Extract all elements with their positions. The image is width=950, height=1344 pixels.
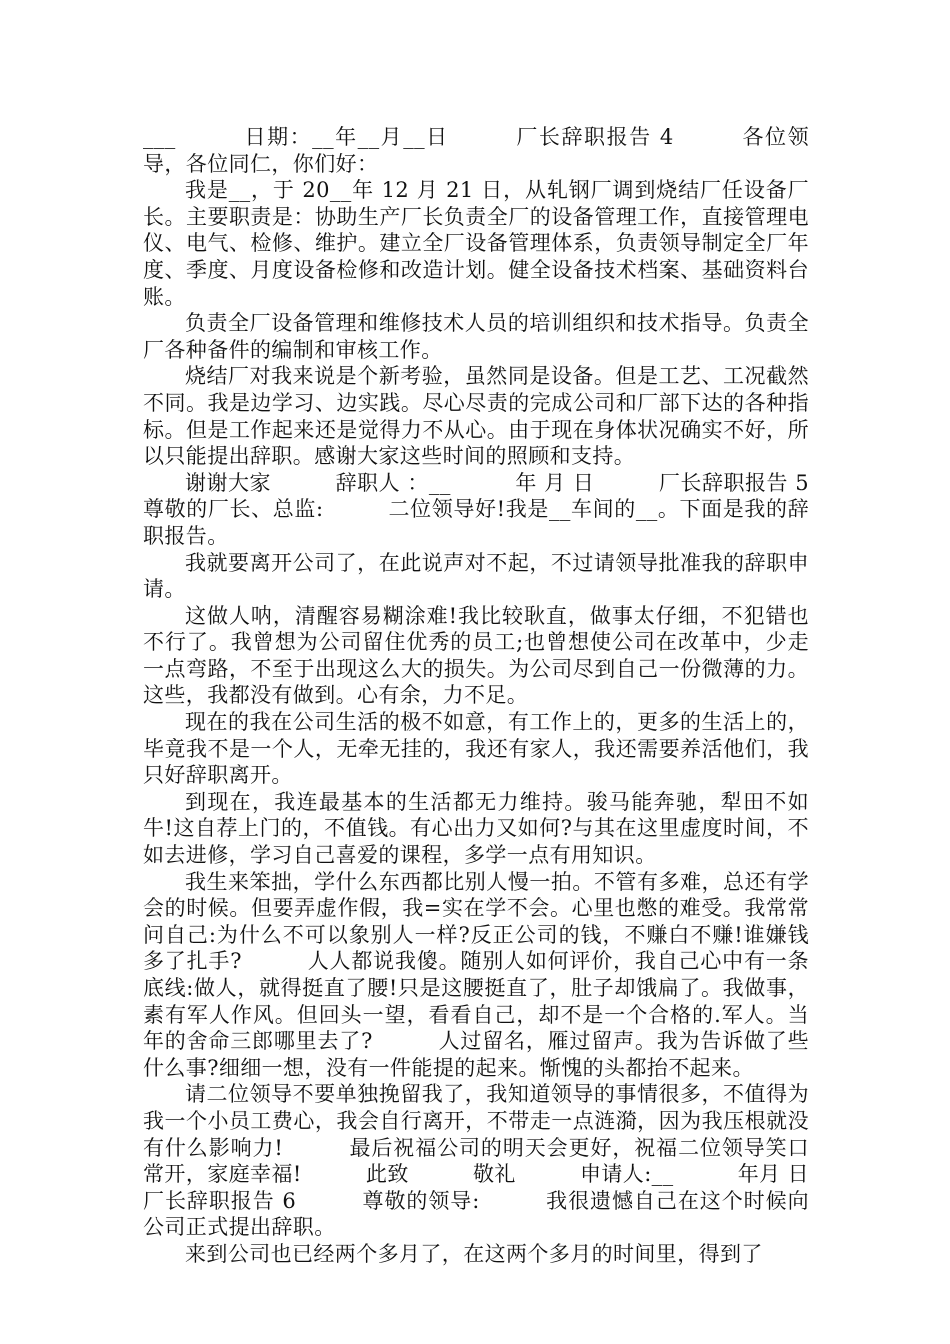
paragraph-request-report-6: 请二位领导不要单独挽留我了，我知道领导的事情很多，不值得为我一个小员工费心，我会自行离开，不带走一点涟漪，因为我压根就没有什么影响力! 最后祝福公司的明天会更好，祝福二位领导笑口常开，家庭幸福! 此致 敬礼 申请人:__ 年月 日 厂长辞职报告 6 尊敬的领导: 我很遗憾自己在这个时候向公司正式提出辞职。: [143, 1082, 874, 1240]
paragraph-training: 负责全厂设备管理和维修技术人员的培训组织和技术指导。负责全厂各种备件的编制和审核工作。: [143, 311, 809, 362]
paragraph-honest: 这做人呐，清醒容易糊涂难!我比较耿直，做事太仔细，不犯错也不行了。我曾想为公司留住优秀的员工;也曾想使公司在改革中，少走一点弯路，不至于出现这么大的损失。为公司尽到自己一份微薄的力。这些，我都没有做到。心有余，力不足。: [143, 603, 809, 708]
paragraph-duties: 我是__，于 20__年 12 月 21 日，从轧钢厂调到烧结厂任设备厂长。主要职责是：协助生产厂长负责全厂的设备管理工作，直接管理电仪、电气、检修、维护。建立全厂设备管理体系，负责领导制定全厂年度、季度、月度设备检修和改造计划。健全设备技术档案、基础资料台账。: [143, 178, 809, 309]
paragraph-leaving: 我就要离开公司了，在此说声对不起，不过请领导批准我的辞职申请。: [143, 550, 809, 602]
paragraph-life: 现在的我在公司生活的极不如意，有工作上的，更多的生活上的，毕竟我不是一个人，无牵无挂的，我还有家人，我还需要养活他们，我只好辞职离开。: [143, 710, 809, 788]
paragraph-two-months: 来到公司也已经两个多月了，在这两个多月的时间里，得到了: [185, 1241, 763, 1266]
paragraph-signature-report-5: 谢谢大家 辞职人 ：__ 年 月 日 厂长辞职报告 5 尊敬的厂长、总监: 二位领导好!我是__车间的__。下面是我的辞职报告。: [143, 470, 852, 548]
paragraph-header-line: ___ 日期：__年__月__日 厂长辞职报告 4 各位领导，各位同仁，你们好：: [143, 125, 809, 176]
paragraph-now: 到现在，我连最基本的生活都无力维持。骏马能奔驰，犁田不如牛!这自荐上门的，不值钱。有心出力又如何?与其在这里虚度时间，不如去进修，学习自己喜爱的课程，多学一点有用知识。: [143, 789, 809, 868]
document-page: [143, 124, 874, 1268]
paragraph-new-challenge: 烧结厂对我来说是个新考验，虽然同是设备。但是工艺、工况截然不同。我是边学习、边实践。尽心尽责的完成公司和厂部下达的各种指标。但是工作起来还是觉得力不从心。由于现在身体状况确实不好，所以只能提出辞职。感谢大家这些时间的照顾和支持。: [143, 364, 809, 469]
paragraph-clumsy: 我生来笨拙，学什么东西都比别人慢一拍。不管有多难，总还有学会的时候。但要弄虚作假，我=实在学不会。心里也憋的难受。我常常问自己:为什么不可以象别人一样?反正公司的钱，不赚白不赚!谁嫌钱多了扎手? 人人都说我傻。随别人如何评价，我自己心中有一条底线:做人，就得挺直了腰!只是这腰挺直了，肚子却饿扁了。我做事，素有军人作风。但回头一望，看看自己，却不是一个合格的.军人。当年的舍命三郎哪里去了? 人过留名，雁过留声。我为告诉做了些什么事?细细一想，没有一件能提的起来。惭愧的头都抬不起来。: [143, 869, 809, 1080]
